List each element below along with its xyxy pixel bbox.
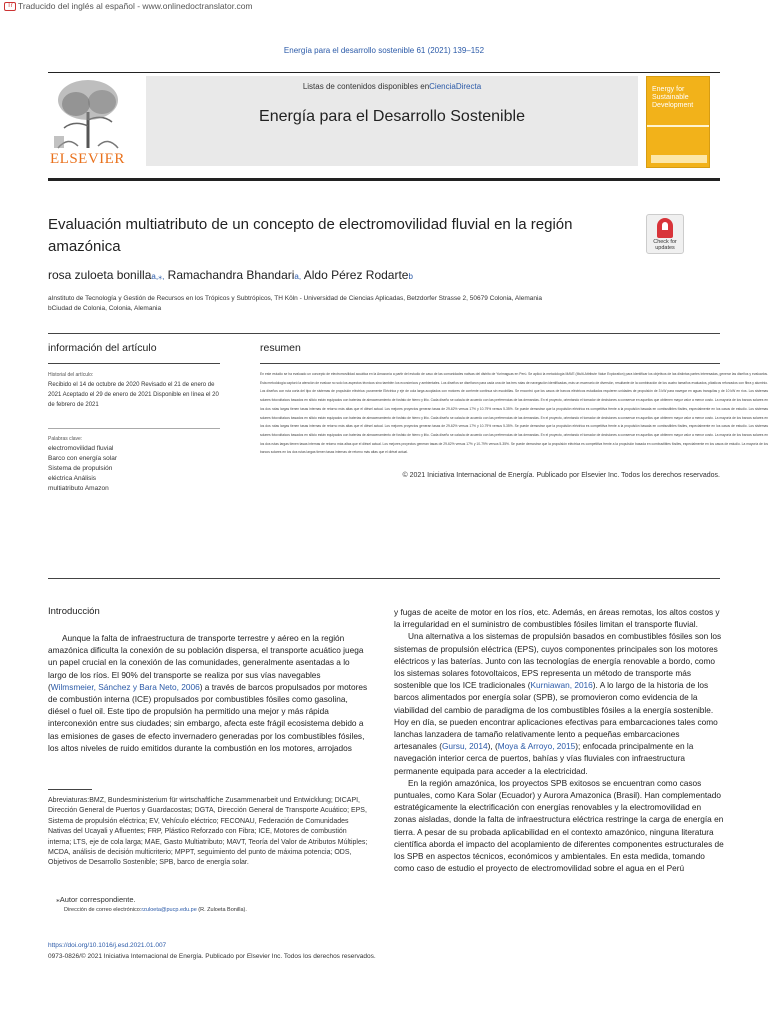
paragraph-text: Aunque la falta de infraestructura de transporte terrestre y aéreo en la región amazónica dificulta la conexión de su población dispersa, el transporte acuático juega un papel crucial en la conexión de las comunidades, generalmente asentadas a lo largo de los ríos. El 90% del transporte se realiza por sus vías navegables (: [48, 633, 364, 692]
cover-title: Energy for Sustainable Development: [652, 86, 694, 109]
abstract-text: En este estudio se ha evaluado un concepto de electromovilidad acuática en la Amazonía a partir del estudio de caso de las comunidades nativas del distrito de Yurimaguas en Perú. Se aplicó la metodología MAVE (Multi-Attribute Value Exploration) para identificar los objetivos de las distintas partes interesadas, generar las diseños y evaluarlos. Esta metodología capturó la atención de evaluar no solo los aspectos técnicos sino también los económicos y ambientales. Los diseños se diseñaron para cada una de las tres rutas de navegación identificadas, más un escenario de diversión, resultante de la combinación de los cuatro tamaños evaluados, plásticos reforzados con fibra y aluminio. Los diseños con ruta corta del tipo de sistemas de propulsión eléctrica: puramente Eléctrica y eje de cola larga acoplados con motores de corriente continua sin escobillas. Se encontró que los casos de barcos eléctricos estudiados requieren unidades de propulsión de 3 kW para navegar en aguas tranquilas y de 10 kW en ríos. Los sistemas solares fotovoltaicos basados en silicio están equipados con baterías de almacenamiento de fosfato de hierro y litio. Cada diseño se calcula de acuerdo con las preferencias de las demandas. En el proyecto, orientando el tomador de decisiones a conservar en aquellos que obtienen mayor valor a menor costo. La mayoría de los barcos solares en los dos rutas largas tienen tasas internas de retorno más altas que el diésel actual. Los mejores proyectos generan tasas de 29-62% versus 17% y 10-79% versus 5-35%. Se puede demostrar que la propulsión eléctrica es competitiva frente a la propulsión basada en combustibles fósiles, especialmente en los casos de estudio. Los sistemas solares fotovoltaicos basados en silicio están equipados con baterías de almacenamiento de fosfato de hierro y litio. Cada diseño se calcula de acuerdo con las preferencias de las demandas. En el proyecto, orientando el tomador de decisiones a conservar en aquellos que obtienen mayor valor a menor costo. La mayoría de los barcos solares en los dos rutas largas tienen tasas internas de retorno más altas que el diésel actual. Los mejores proyectos generan tasas de 29-62% versus 17% y 10-79% versus 5-35%. Se puede demostrar que la propulsión eléctrica es competitiva frente a la propulsión basada en combustibles fósiles, especialmente en los casos de estudio. Los sistemas solares fotovoltaicos basados en silicio están equipados con baterías de almacenamiento de fosfato de hierro y litio. Cada diseño se calcula de acuerdo con las preferencias de las demandas. En el proyecto, orientando el tomador de decisiones a conservar en aquellos que obtienen mayor valor a menor costo. La mayoría de los barcos solares en los dos rutas largas tienen tasas internas de retorno más altas que el diésel actual. Los mejores proyectos generan tasas de 29-62% versus 17% y 10-79% versus 5-35%. Se puede demostrar que la propulsión eléctrica es competitiva frente a la propulsión basada en combustibles fósiles, especialmente en los casos de estudio. La mayoría de los barcos solares en los dos rutas largas tienen tasas internas de retorno más altas que el diésel actual.: [260, 372, 768, 455]
keywords-label: Palabras clave:: [48, 436, 83, 442]
bookmark-icon: [657, 218, 673, 238]
affiliation-b: bCiudad de Colonia, Colonia, Alemania: [48, 305, 162, 312]
citation-link[interactable]: Kurniawan, 2016: [530, 680, 593, 691]
abstract-heading: resumen: [260, 342, 301, 354]
corresponding-author-note: ⁎Autor correspondiente.: [56, 895, 136, 904]
elsevier-tree-icon: [48, 76, 128, 152]
footnote-rule: [48, 789, 92, 790]
paragraph-text: ); enfocada principalmente en la navegación interior cerca de puertos, bahías y vías fluviales con infraestructura permanente equipada para acceder a la electricidad.: [394, 741, 694, 776]
keyword: Sistema de propulsión: [48, 465, 113, 472]
keywords: [48, 434, 220, 494]
check-for-updates-button[interactable]: [646, 214, 684, 254]
keyword: Barco con energía solar: [48, 455, 118, 462]
check-updates-label: Check for updates: [653, 239, 677, 251]
author-affiliation-marker[interactable]: b: [408, 272, 413, 281]
abstract-heading-rule: [260, 363, 720, 364]
affiliations: [48, 294, 542, 314]
intro-paragraph-1: [48, 632, 370, 754]
paragraph-text: ). A lo largo de la historia de los barcos alimentados por energía solar (SPB), se promovieron como evidencia de la viabilidad del cambio de paradigma de los combustibles fósiles a la energía sostenible. Hoy en día, se pueden encontrar aplicaciones efectivas para embarcaciones tales como lanchas lanzadera de tamaño relativamente lento a pequeñas embarcaciones artesanales (: [394, 680, 718, 752]
journal-reference-link[interactable]: Energía para el desarrollo sostenible 61 (2021) 139–152: [283, 46, 485, 55]
citation-link[interactable]: Moya & Arroyo, 2015: [497, 741, 576, 752]
contents-prefix: Listas de contenidos disponibles en: [302, 82, 430, 91]
author-affiliation-marker[interactable]: a,: [294, 272, 302, 281]
abstract-bottom-rule: [48, 578, 720, 579]
paragraph-text: Una alternativa a los sistemas de propulsión basados en combustibles fósiles son los sistemas de propulsión eléctrica (EPS), cuyos componentes principales son los motores eléctricos y las baterías. Junto con las tecnologías de energía renovable a bordo, como los sistemas solares fotovoltaicos, EPS representa un método de transporte más sostenible que los ICE tradicionales (: [394, 631, 722, 691]
email-prefix: Dirección de correo electrónico:: [64, 907, 142, 913]
intro-paragraph-continued: y fugas de aceite de motor en los ríos, etc. Además, en áreas remotas, los altos costos y la irregularidad en el suministro de combustibles fósiles limitan el transporte fluvial.: [394, 607, 720, 630]
author-name[interactable]: Ramachandra Bhandari: [167, 268, 295, 282]
sciencedirect-link[interactable]: CienciaDirecta: [429, 82, 482, 91]
translator-text[interactable]: Traducido del inglés al español - www.onlinedoctranslator.com: [18, 1, 253, 11]
journal-banner: [146, 76, 638, 166]
article-history: [48, 370, 220, 410]
journal-title[interactable]: Energía para el Desarrollo Sostenible: [259, 108, 525, 125]
contents-availability: [146, 82, 638, 91]
elsevier-wordmark: ELSEVIER: [50, 151, 125, 167]
keywords-rule: [48, 428, 220, 429]
cover-band: [647, 125, 709, 127]
abstract-copyright: © 2021 Iniciativa Internacional de Energía. Publicado por Elsevier Inc. Todos los derechos reservados.: [402, 472, 720, 479]
keyword: electromovilidad fluvial: [48, 445, 114, 452]
translator-icon: Tr: [4, 2, 16, 11]
article-info-heading: información del artículo: [48, 342, 157, 354]
author-name[interactable]: rosa zuloeta bonilla: [48, 268, 152, 282]
translator-bar[interactable]: [0, 0, 768, 12]
journal-masthead: [48, 76, 720, 172]
left-column: [48, 632, 370, 754]
elsevier-logo[interactable]: [48, 76, 128, 170]
header-bottom-rule: [48, 178, 720, 181]
intro-paragraph-2: [394, 630, 724, 776]
keyword: eléctrica Análisis: [48, 475, 97, 482]
introduction-heading: Introducción: [48, 606, 100, 617]
email-link[interactable]: rzuloeta@pucp.edu.pe: [141, 907, 197, 913]
citation-link[interactable]: Gursu, 2014: [441, 741, 488, 752]
paragraph-text: ) a través de barcos propulsados por motores de combustión interna (ICE) propulsados por combustibles fósiles como gasolina, diésel o fuel oil. Este tipo de propulsión ha permitido una mejor y más rápida interconexión entre sus ciudades; sin embargo, afecta este frágil ecosistema debido a las emisiones de gases de efecto invernadero generadas por los combustibles fósiles, los altos niveles de ruido emitidos durante la combustión en los motores, arrojados: [48, 681, 368, 753]
author-name[interactable]: Aldo Pérez Rodarte: [303, 268, 409, 282]
cover-footer: [651, 155, 707, 163]
history-text: Recibido el 14 de octubre de 2020 Revisado el 21 de enero de 2021 Aceptado el 29 de enero de 2021 Disponible en línea el 20 de febrero de 2021: [48, 382, 219, 408]
intro-paragraph-3: En la región amazónica, los proyectos SPB exitosos se encuentran como casos puntuales, como Kara Solar (Ecuador) y Aurora Amazonica (Brasil). Han complementado estratégicamente la electrificación con energías renovables y la electromovilidad en zonas aisladas, donde la falta de infraestructura eléctrica restringe la carga de energía en tierra. A pesar de su probada aplicabilidad en el contexto amazónico, ninguna literatura científica aborda el impacto del acoplamiento de diferentes componentes estructurales de los SPB en aspectos técnicos, económicos y ambientales. En esta medida, tomando como caso de estudio el proyecto de electromovilidad sobre el agua en el Perú: [394, 777, 724, 874]
issn-copyright: 0973-0826/© 2021 Iniciativa Internacional de Energía. Publicado por Elsevier Inc. Todos los derechos reservados.: [48, 953, 376, 960]
article-title: Evaluación multiatributo de un concepto de electromovilidad fluvial en la región amazónica: [48, 216, 573, 255]
right-column: [394, 606, 724, 874]
header-top-rule: [48, 72, 720, 73]
email-line: [64, 907, 247, 913]
author-affiliation-marker[interactable]: a,⁎,: [151, 272, 165, 281]
history-label: Historial del artículo:: [48, 372, 94, 378]
affiliation-a: aInstituto de Tecnología y Gestión de Recursos en los Trópicos y Subtrópicos, TH Köln - Universidad de Ciencias Aplicadas, Betzdorfer Strasse 2, 50679 Colonia, Alemania: [48, 295, 543, 302]
paragraph-text: ), (: [487, 741, 498, 752]
abbreviations-footnote: Abreviaturas:BMZ, Bundesministerium für wirtschaftliche Zusammenarbeit und Entwicklung; DICAPI, Dirección General de Puertos y Guardacostas; DGTA, Dirección General de Transporte Acuático; EPS, Sistema de propulsión eléctrica; EV, Vehículo eléctrico; FECONAU, Federación de Comunidades Nativas del Ucayali y Afluentes; FRP, Plástico Reforzado con Fibra; ICE, Motores de combustión interna; LTS, eje de cola larga; MAE, Gasto Multiatributo; MAVT, Teoría del Valor de Atributos Múltiples; MCDA, análisis de decisión multicriterio; MPPT, seguimiento del punto de máxima potencia; ODS, Objetivos de Desarrollo Sostenible; SPB, barco de energía solar.: [48, 797, 368, 867]
doi-link[interactable]: https://doi.org/10.1016/j.esd.2021.01.007: [48, 942, 167, 949]
citation-link[interactable]: Wilmsmeier, Sánchez y Bara Neto, 2006: [50, 681, 200, 692]
email-suffix: (R. Zuloeta Bonilla).: [196, 907, 247, 913]
info-top-rule: [48, 333, 720, 334]
info-heading-rule: [48, 363, 220, 364]
keyword: multiatributo Amazon: [48, 485, 109, 492]
author-list: [48, 268, 413, 282]
journal-cover-image[interactable]: [646, 76, 710, 168]
